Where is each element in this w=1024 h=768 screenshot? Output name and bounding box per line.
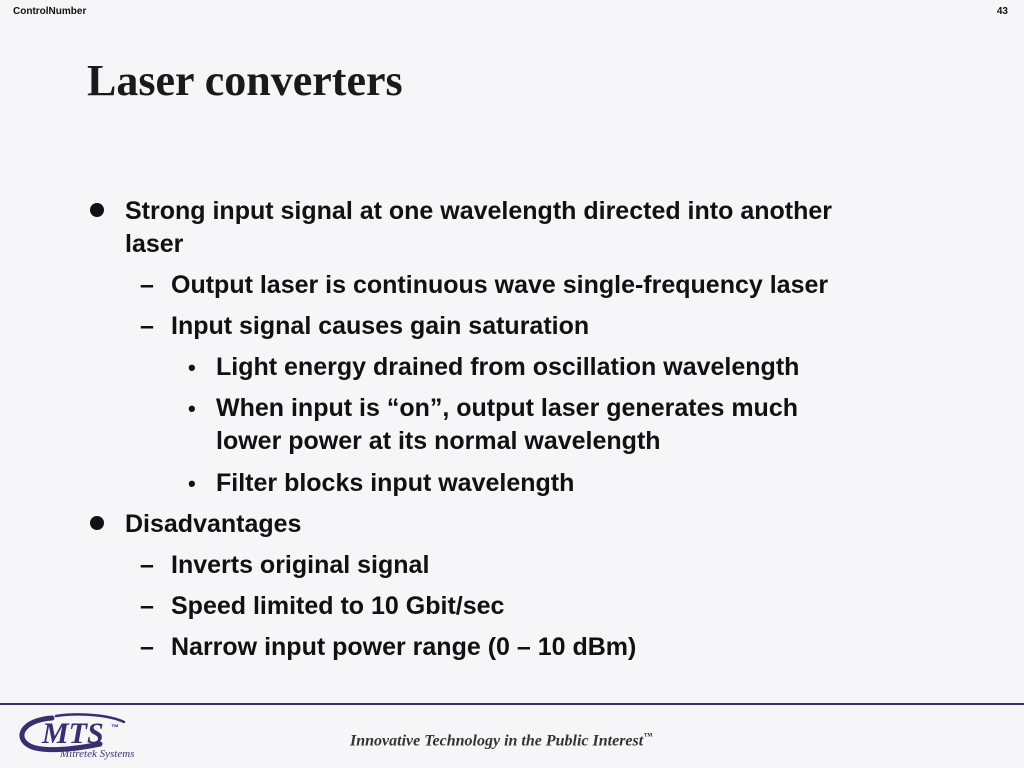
dash-marker-icon: – [140,633,154,661]
bullet-dot-icon [90,516,104,530]
dash-marker-icon: – [140,312,154,340]
bullet-1-line-2: laser [125,230,184,258]
slogan-tm: ™ [643,731,653,741]
mitretek-logo-icon [12,710,162,762]
sub-sub-bullet-1-2-1: Light energy drained from oscillation wavelength [216,353,800,381]
logo-tm: ™ [111,723,119,732]
small-bullet-icon: • [188,355,196,380]
sub-bullet-2-2: Speed limited to 10 Gbit/sec [171,592,505,620]
dash-marker-icon: – [140,592,154,620]
sub-sub-bullet-1-2-3: Filter blocks input wavelength [216,469,575,497]
control-number-label: ControlNumber [13,6,87,17]
footer-rule [0,703,1024,705]
dash-marker-icon: – [140,271,154,299]
small-bullet-icon: • [188,471,196,496]
sub-bullet-1-1: Output laser is continuous wave single-frequency laser [171,271,829,299]
sub-sub-bullet-1-2-2-line-2: lower power at its normal wavelength [216,427,661,455]
slide-title: Laser converters [87,56,403,105]
sub-bullet-1-2: Input signal causes gain saturation [171,312,590,340]
bullet-2: Disadvantages [125,510,302,538]
logo-mark-text: MTS [42,717,104,750]
small-bullet-icon: • [188,396,196,421]
sub-sub-bullet-1-2-2-line-1: When input is “on”, output laser generates much [216,394,798,422]
sub-bullet-2-3: Narrow input power range (0 – 10 dBm) [171,633,637,661]
logo-subtitle: Mitretek Systems [60,748,135,760]
bullet-dot-icon [90,203,104,217]
slogan-text: Innovative Technology in the Public Interest [350,732,644,750]
footer-slogan [350,731,652,750]
bullet-1-line-1: Strong input signal at one wavelength directed into another [125,197,832,225]
slide-number: 43 [996,6,1008,17]
sub-bullet-2-1: Inverts original signal [171,551,430,579]
dash-marker-icon: – [140,551,154,579]
